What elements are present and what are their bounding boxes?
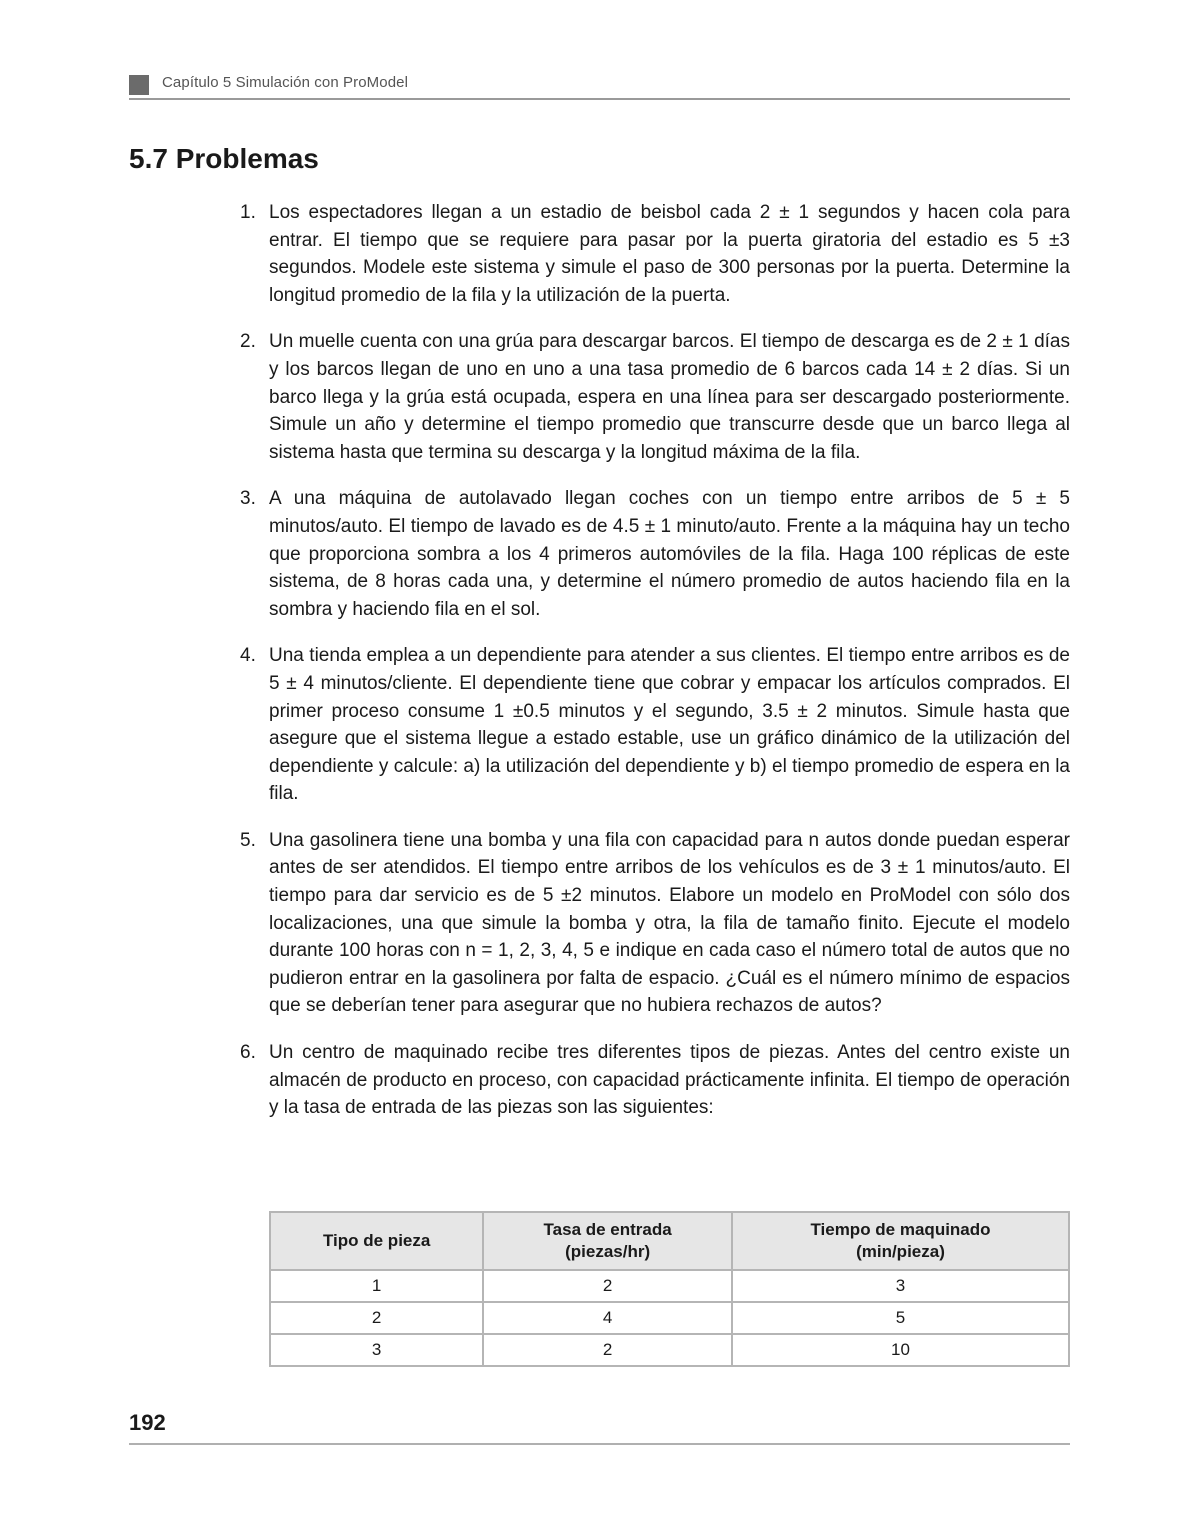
footer-divider — [129, 1443, 1070, 1445]
table-cell: 2 — [483, 1270, 732, 1302]
column-header-unit: (min/pieza) — [856, 1242, 945, 1261]
column-header-machining-time — [732, 1212, 1069, 1270]
running-header-text: Capítulo 5 Simulación con ProModel — [162, 74, 409, 91]
column-header-unit: (piezas/hr) — [565, 1242, 651, 1261]
problem-number: 1. — [240, 202, 256, 223]
running-header — [129, 72, 1070, 100]
pieces-table — [269, 1211, 1070, 1367]
problem-number: 2. — [240, 331, 256, 353]
problem-item — [232, 1039, 1070, 1122]
table-cell: 4 — [483, 1302, 732, 1334]
table-row — [270, 1302, 1069, 1334]
table-header-row — [270, 1212, 1069, 1270]
column-header-line: Tiempo de maquinado — [810, 1220, 991, 1239]
table-cell: 1 — [270, 1270, 483, 1302]
problem-text: Un centro de maquinado recibe tres diferentes tipos de piezas. Antes del centro existe un almacén de producto en proceso, con capacidad prácticamente infinita. El tiempo de operación y la tasa de entrada de las piezas son las siguientes: — [269, 1042, 1070, 1119]
section-title: 5.7 Problemas — [129, 143, 319, 174]
column-header-line: Tipo de pieza — [322, 1231, 431, 1250]
table-cell: 10 — [732, 1334, 1069, 1366]
table-row — [270, 1334, 1069, 1366]
problem-item — [232, 827, 1070, 1020]
header-marker — [129, 75, 149, 95]
problem-text: Una gasolinera tiene una bomba y una fila con capacidad para n autos donde puedan esperar antes de ser atendidos. El tiempo entre arribos de los vehículos es de 3 ± 1 minutos/auto. El tiempo para dar servicio es de 5 ±2 minutos. Elabore un modelo en ProModel con sólo dos localizaciones, una que simule la bomba y otra, la fila de tamaño finito. Ejecute el modelo durante 100 horas con n = 1, 2, 3, 4, 5 e indique en cada caso el número total de autos que no pudieron entrar en la gasolinera por falta de espacio. ¿Cuál es el número mínimo de espacios que se deberían tener para asegurar que no hubiera rechazos de autos? — [269, 829, 1070, 1017]
problem-item — [232, 328, 1070, 466]
problem-text: A una máquina de autolavado llegan coches con un tiempo entre arribos de 5 ± 5 minutos/auto. El tiempo de lavado es de 4.5 ± 1 minuto/auto. Frente a la máquina hay un techo que proporciona sombra a los 4 primeros automóviles de la fila. Haga 100 réplicas de este sistema, de 8 horas cada una, y determine el número promedio de autos haciendo fila en la sombra y haciendo fila en el sol. — [269, 488, 1070, 620]
table-row — [270, 1270, 1069, 1302]
problem-number: 3. — [240, 488, 256, 510]
problem-text: Los espectadores llegan a un estadio de beisbol cada 2 ± 1 segundos y hacen cola para entrar. El tiempo que se requiere para pasar por la puerta giratoria del estadio es 5 ±3 segundos. Modele este sistema y simule el paso de 300 personas por la puerta. Determine la longitud promedio de la fila y la utilización de la puerta. — [269, 202, 1070, 306]
problem-number: 4. — [240, 645, 256, 667]
problem-number: 5. — [240, 829, 256, 851]
problem-text: Un muelle cuenta con una grúa para descargar barcos. El tiempo de descarga es de 2 ± 1 días y los barcos llegan de uno en uno a una tasa promedio de 6 barcos cada 14 ± 2 días. Si un barco llega y la grúa está ocupada, espera en una línea para ser descargado posteriormente. Simule un año y determine el tiempo promedio que transcurre desde que un barco llega al sistema hasta que termina su descarga y la longitud máxima de la fila. — [269, 331, 1070, 463]
problem-text: Una tienda emplea a un dependiente para atender a sus clientes. El tiempo entre arribos es de 5 ± 4 minutos/cliente. El dependiente tiene que cobrar y empacar los artículos comprados. El primer proceso consume 1 ±0.5 minutos y el segundo, 3.5 ± 2 minutos. Simule hasta que asegure que el sistema llegue a estado estable, use un gráfico dinámico de la utilización del dependiente y calcule: a) la utilización del dependiente y b) el tiempo promedio de espera en la fila. — [269, 645, 1070, 805]
problem-number: 6. — [240, 1042, 256, 1064]
column-header-line: Tasa de entrada — [543, 1220, 672, 1239]
problem-list — [232, 199, 1070, 1141]
problem-item — [232, 642, 1070, 808]
table-cell: 2 — [483, 1334, 732, 1366]
problem-item — [232, 199, 1070, 309]
page-number: 192 — [129, 1410, 166, 1435]
problem-item — [232, 485, 1070, 623]
column-header-piece-type — [270, 1212, 483, 1270]
table-cell: 2 — [270, 1302, 483, 1334]
table-cell: 3 — [270, 1334, 483, 1366]
table-cell: 5 — [732, 1302, 1069, 1334]
column-header-input-rate — [483, 1212, 732, 1270]
table-cell: 3 — [732, 1270, 1069, 1302]
